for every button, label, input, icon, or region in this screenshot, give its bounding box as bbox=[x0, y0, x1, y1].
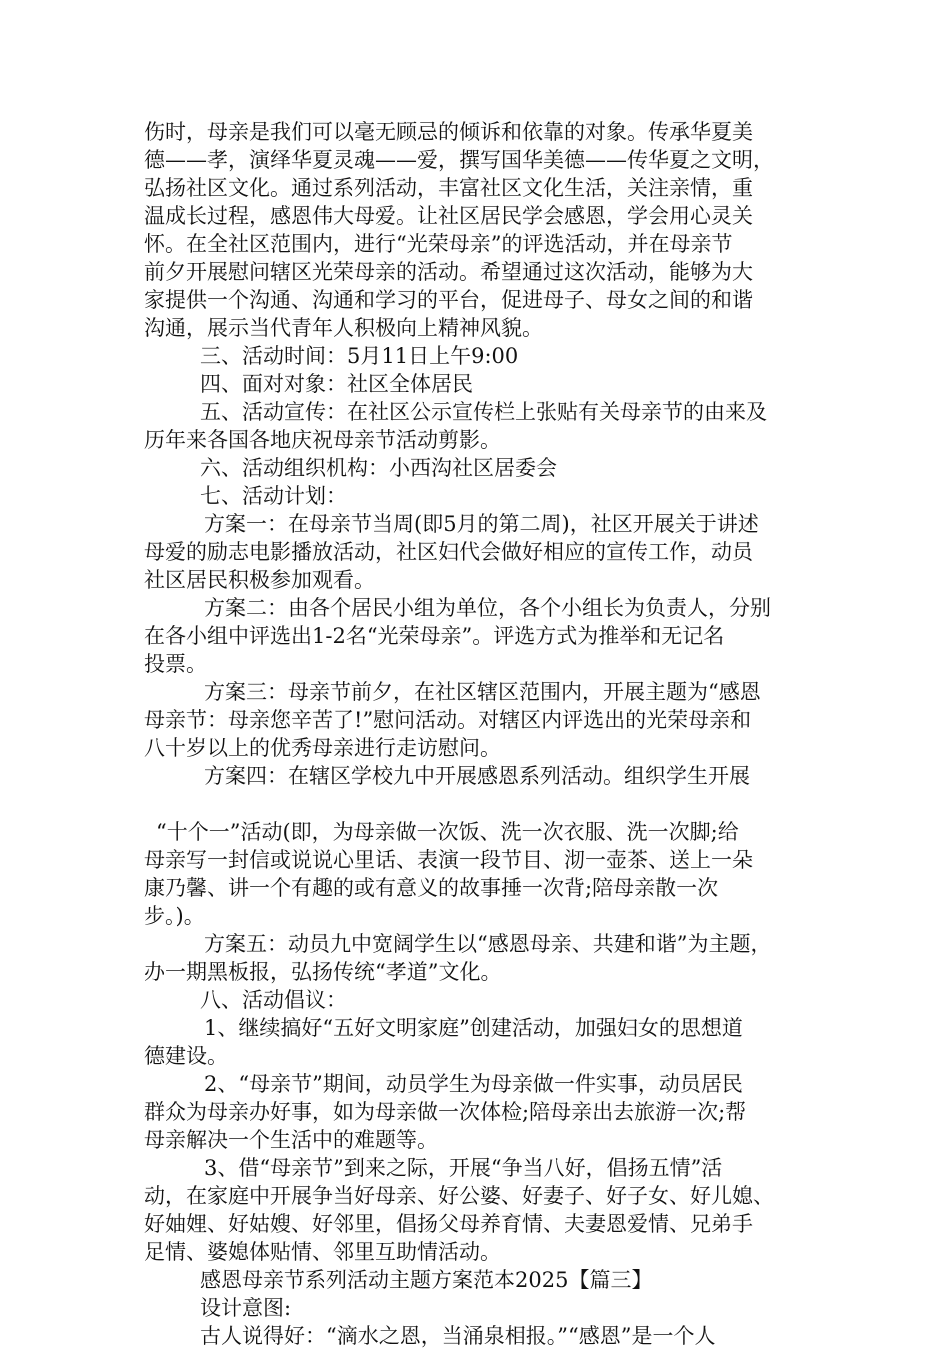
page-break-gap bbox=[144, 790, 834, 818]
proposal-three-line: 3、借“母亲节”到来之际，开展“争当八好，倡扬五情”活 bbox=[204, 1156, 723, 1180]
paragraph-line: 怀。在全社区范围内，进行“光荣母亲”的评选活动，并在母亲节 bbox=[144, 232, 733, 256]
plan-four-line: “十个一”活动(即，为母亲做一次饭、洗一次衣服、洗一次脚;给 bbox=[156, 820, 739, 844]
section-target-audience: 四、面对对象：社区全体居民 bbox=[200, 372, 473, 396]
plan-five-line: 办一期黑板报，弘扬传统“孝道”文化。 bbox=[144, 960, 502, 984]
proposal-two-line: 母亲解决一个生活中的难题等。 bbox=[144, 1128, 438, 1152]
plan-four-line: 母亲写一封信或说说心里话、表演一段节目、沏一壶茶、送上一朵 bbox=[144, 848, 753, 872]
proposal-two-line: 2、“母亲节”期间，动员学生为母亲做一件实事，动员居民 bbox=[204, 1072, 743, 1096]
plan-one-line: 母爱的励志电影播放活动，社区妇代会做好相应的宣传工作，动员 bbox=[144, 540, 753, 564]
document-body bbox=[144, 118, 834, 1350]
plan-two-line: 在各小组中评选出1-2名“光荣母亲”。评选方式为推举和无记名 bbox=[144, 624, 725, 648]
plan-three-line: 方案三：母亲节前夕，在社区辖区范围内，开展主题为“感恩 bbox=[204, 680, 761, 704]
section-publicity: 五、活动宣传：在社区公示宣传栏上张贴有关母亲节的由来及 bbox=[200, 400, 767, 424]
section-plan-heading: 七、活动计划： bbox=[200, 484, 347, 508]
paragraph-line: 伤时，母亲是我们可以毫无顾忌的倾诉和依靠的对象。传承华夏美 bbox=[144, 120, 753, 144]
paragraph-line: 沟通，展示当代青年人积极向上精神风貌。 bbox=[144, 316, 543, 340]
paragraph-line: 家提供一个沟通、沟通和学习的平台，促进母子、母女之间的和谐 bbox=[144, 288, 753, 312]
section-proposal-heading: 八、活动倡议： bbox=[200, 988, 347, 1012]
plan-one-line: 方案一：在母亲节当周(即5月的第二周)，社区开展关于讲述 bbox=[204, 512, 759, 536]
proposal-three-line: 足情、婆媳体贴情、邻里互助情活动。 bbox=[144, 1240, 501, 1264]
proposal-three-line: 动，在家庭中开展争当好母亲、好公婆、好妻子、好子女、好儿媳、 bbox=[144, 1184, 774, 1208]
proposal-two-line: 群众为母亲办好事，如为母亲做一次体检;陪母亲出去旅游一次;帮 bbox=[144, 1100, 747, 1124]
plan-four-line: 步。)。 bbox=[144, 904, 205, 928]
proposal-one-line: 1、继续搞好“五好文明家庭”创建活动，加强妇女的思想道 bbox=[204, 1016, 743, 1040]
plan-three-line: 八十岁以上的优秀母亲进行走访慰问。 bbox=[144, 736, 501, 760]
section-title-part-three: 感恩母亲节系列活动主题方案范本2025【篇三】 bbox=[200, 1268, 653, 1292]
paragraph-line: 德——孝，演绎华夏灵魂——爱，撰写国华美德——传华夏之文明， bbox=[144, 148, 774, 172]
section-publicity-cont: 历年来各国各地庆祝母亲节活动剪影。 bbox=[144, 428, 501, 452]
paragraph-line: 前夕开展慰问辖区光荣母亲的活动。希望通过这次活动，能够为大 bbox=[144, 260, 753, 284]
proposal-one-line: 德建设。 bbox=[144, 1044, 228, 1068]
paragraph-line: 弘扬社区文化。通过系列活动，丰富社区文化生活，关注亲情，重 bbox=[144, 176, 753, 200]
plan-four-line: 方案四：在辖区学校九中开展感恩系列活动。组织学生开展 bbox=[204, 764, 750, 788]
paragraph-line: 古人说得好：“滴水之恩，当涌泉相报。”“感恩”是一个人 bbox=[200, 1324, 716, 1348]
section-organizer: 六、活动组织机构：小西沟社区居委会 bbox=[200, 456, 557, 480]
proposal-three-line: 好妯娌、好姑嫂、好邻里，倡扬父母养育情、夫妻恩爱情、兄弟手 bbox=[144, 1212, 753, 1236]
plan-two-line: 投票。 bbox=[144, 652, 207, 676]
plan-five-line: 方案五：动员九中宽阔学生以“感恩母亲、共建和谐”为主题， bbox=[204, 932, 772, 956]
plan-one-line: 社区居民积极参加观看。 bbox=[144, 568, 375, 592]
plan-two-line: 方案二：由各个居民小组为单位，各个小组长为负责人，分别 bbox=[204, 596, 771, 620]
plan-three-line: 母亲节：母亲您辛苦了!”慰问活动。对辖区内评选出的光荣母亲和 bbox=[144, 708, 752, 732]
paragraph-line: 温成长过程，感恩伟大母爱。让社区居民学会感恩，学会用心灵关 bbox=[144, 204, 753, 228]
plan-four-line: 康乃馨、讲一个有趣的或有意义的故事捶一次背;陪母亲散一次 bbox=[144, 876, 719, 900]
design-intent-label: 设计意图: bbox=[200, 1296, 292, 1320]
section-activity-time: 三、活动时间：5月11日上午9:00 bbox=[200, 344, 519, 368]
